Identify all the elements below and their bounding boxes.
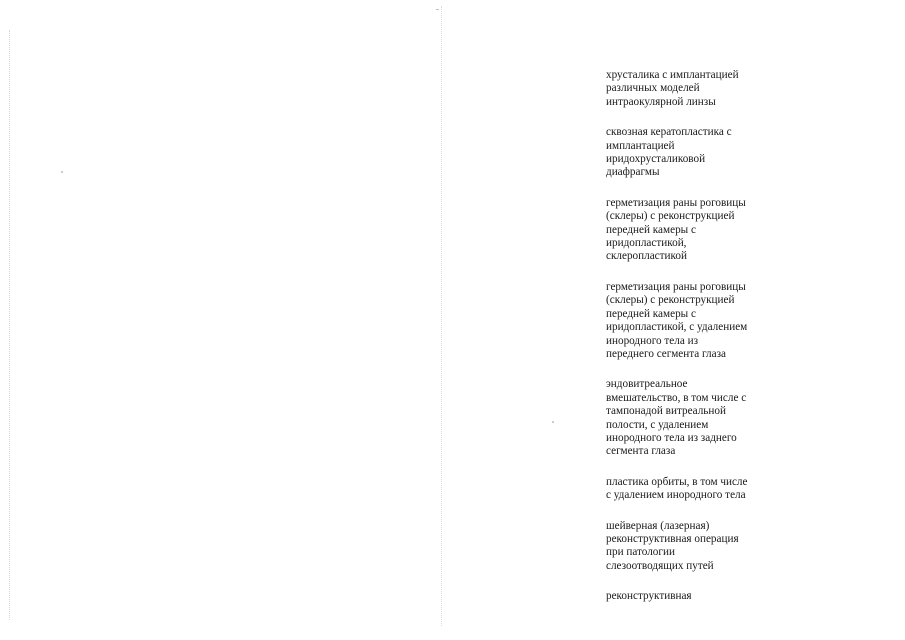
scan-speck (61, 171, 63, 173)
scan-speck (552, 421, 554, 423)
page-fold-line (441, 6, 442, 626)
procedure-item: пластика орбиты, в том числе с удалением инородного тела (606, 475, 748, 502)
scan-edge-artifact (9, 30, 10, 620)
procedure-item: реконструктивная (606, 590, 692, 603)
procedure-item: эндовитреальное вмешательство, в том числе с тампонадой витреальной полости, с удалением инородного тела из заднего сегмента глаза (606, 378, 747, 458)
procedure-item: герметизация раны роговицы (склеры) с реконструкцией передней камеры с иридопластикой, с удалением инородного тела из переднего сегмента глаза (606, 280, 748, 360)
procedure-item: хрусталика с имплантацией различных моделей интраокулярной линзы (606, 69, 739, 108)
procedure-item: герметизация раны роговицы (склеры) с реконструкцией передней камеры с иридопластикой, склеропластикой (606, 196, 746, 263)
scan-speck (436, 9, 439, 10)
procedure-list (606, 69, 776, 621)
procedure-item: шейверная (лазерная) реконструктивная операция при патологии слезоотводящих путей (606, 519, 739, 572)
procedure-item: сквозная кератопластика с имплантацией иридохрусталиковой диафрагмы (606, 126, 732, 179)
